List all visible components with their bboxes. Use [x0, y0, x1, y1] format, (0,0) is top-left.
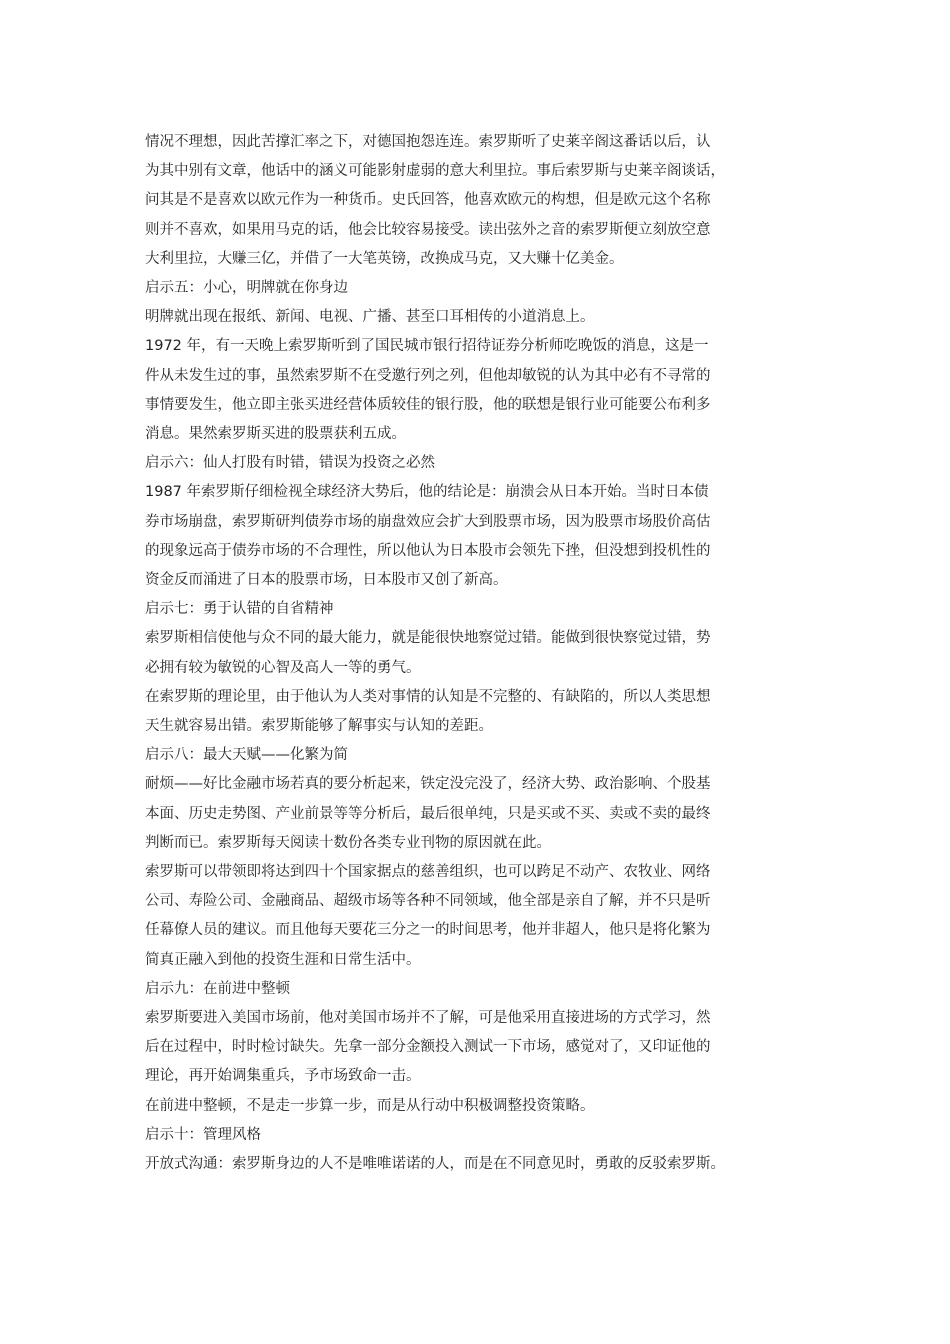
text-line: 公司、寿险公司、金融商品、超级市场等各种不同领域，他全部是亲自了解，并不只是听 — [145, 893, 711, 910]
text-line: 索罗斯相信使他与众不同的最大能力，就是能很快地察觉过错。能做到很快察觉过错，势 — [145, 630, 711, 647]
text-line: 任幕僚人员的建议。而且他每天要花三分之一的时间思考，他并非超人，他只是将化繁为 — [145, 922, 711, 939]
section-heading: 启示八：最大天赋——化繁为简 — [145, 747, 348, 764]
text-line: 本面、历史走势图、产业前景等等分析后，最后很单纯，只是买或不买、卖或不卖的最终 — [145, 805, 711, 822]
text-line: 资金反而涌进了日本的股票市场，日本股市又创了新高。 — [145, 572, 508, 588]
text-line: 则并不喜欢，如果用马克的话，他会比较容易接受。读出弦外之音的索罗斯便立刻放空意 — [145, 221, 711, 238]
text-line: 明牌就出现在报纸、新闻、电视、广播、甚至口耳相传的小道消息上。 — [145, 309, 595, 326]
section-heading: 启示七：勇于认错的自省精神 — [145, 601, 334, 618]
text-line: 后在过程中，时时检讨缺失。先拿一部分金额投入测试一下市场，感觉对了，又印证他的 — [145, 1039, 711, 1056]
text-line: 天生就容易出错。索罗斯能够了解事实与认知的差距。 — [145, 718, 493, 734]
text-line: 理论，再开始调集重兵，予市场致命一击。 — [145, 1068, 421, 1085]
text-line: 消息。果然索罗斯买进的股票获利五成。 — [145, 426, 406, 442]
text-line: 在前进中整顿，不是走一步算一步，而是从行动中积极调整投资策略。 — [145, 1097, 595, 1114]
text-line: 在索罗斯的理论里，由于他认为人类对事情的认知是不完整的、有缺陷的，所以人类思想 — [145, 688, 711, 705]
text-line: 1972 年，有一天晚上索罗斯听到了国民城市银行招待证券分析师吃晚饭的消息，这是一 — [145, 338, 709, 355]
section-heading: 启示十：管理风格 — [145, 1126, 261, 1143]
text-line: 索罗斯要进入美国市场前，他对美国市场并不了解，可是他采用直接进场的方式学习，然 — [145, 1010, 711, 1026]
text-line: 必拥有较为敏锐的心智及高人一等的勇气。 — [145, 659, 421, 676]
text-line: 大利里拉，大赚三亿，并借了一大笔英镑，改换成马克，又大赚十亿美金。 — [145, 250, 624, 267]
text-line: 的现象远高于债券市场的不合理性，所以他认为日本股市会领先下挫，但没想到投机性的 — [145, 542, 711, 559]
text-line: 索罗斯可以带领即将达到四十个国家据点的慈善组织，也可以跨足不动产、农牧业、网络 — [145, 864, 711, 880]
text-line: 情况不理想，因此苦撑汇率之下，对德国抱怨连连。索罗斯听了史莱辛阁这番话以后，认 — [145, 134, 711, 150]
text-line: 开放式沟通：索罗斯身边的人不是唯唯诺诺的人，而是在不同意见时，勇敢的反驳索罗斯。 — [145, 1156, 725, 1172]
text-line: 事情要发生，他立即主张买进经营体质较佳的银行股，他的联想是银行业可能要公布利多 — [145, 396, 711, 413]
text-line: 问其是不是喜欢以欧元作为一种货币。史氏回答，他喜欢欧元的构想，但是欧元这个名称 — [145, 192, 711, 209]
text-line: 件从未发生过的事，虽然索罗斯不在受邀行列之列，但他却敏锐的认为其中必有不寻常的 — [145, 367, 711, 384]
text-line: 简真正融入到他的投资生涯和日常生活中。 — [145, 951, 421, 968]
section-heading: 启示九：在前进中整顿 — [145, 980, 290, 997]
text-line: 1987 年索罗斯仔细检视全球经济大势后，他的结论是：崩溃会从日本开始。当时日本债 — [145, 484, 709, 501]
section-heading: 启示六：仙人打股有时错，错误为投资之必然 — [145, 455, 435, 472]
text-line: 为其中别有文章，他话中的涵义可能影射虚弱的意大利里拉。事后索罗斯与史莱辛阁谈话， — [145, 163, 725, 180]
section-heading: 启示五：小心，明牌就在你身边 — [145, 280, 348, 296]
text-line: 券市场崩盘，索罗斯研判债券市场的崩盘效应会扩大到股票市场，因为股票市场股价高估 — [145, 513, 711, 530]
text-line: 耐烦——好比金融市场若真的要分析起来，铁定没完没了，经济大势、政治影响、个股基 — [145, 776, 711, 793]
text-line: 判断而已。索罗斯每天阅读十数份各类专业刊物的原因就在此。 — [145, 834, 551, 851]
